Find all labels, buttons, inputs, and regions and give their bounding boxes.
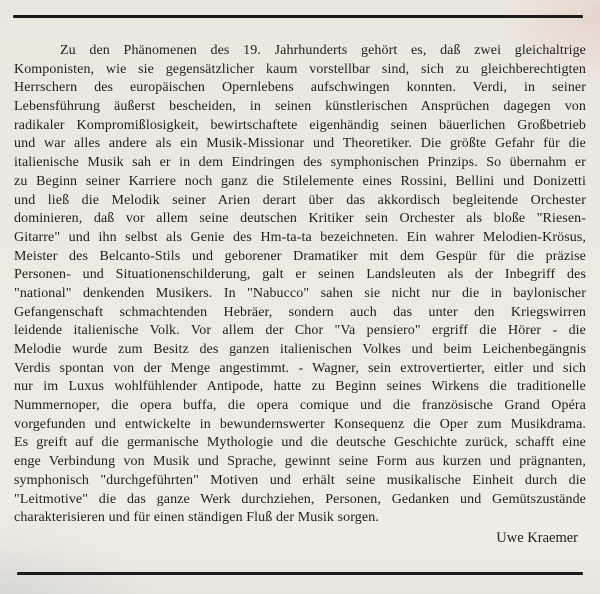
paragraph-line: radikaler Kompromißlosigkeit, bewirtschaftete eigenhändig seinen bäuerlichen Großbetrieb (14, 117, 586, 133)
top-rule (13, 15, 583, 18)
paragraph-line: "Leitmotive" die das ganze Werk durchziehen, Personen, Gedanken und Gemütszustände (14, 491, 586, 507)
paragraph-line: "national" denkenden Musikers. In "Nabucco" sahen sie nicht nur die in baylonischer (14, 285, 586, 301)
paragraph-line: symphonisch "durchgeführten" Motiven und erhält seine musikalische Einheit durch die (14, 472, 586, 488)
paragraph-line: dominieren, daß vor allem seine deutschen Kritiker sein Orchester als bloße "Riesen- (14, 211, 586, 227)
paragraph-line: vorgefunden und entwickelte in bewundernswerter Konsequenz die Oper zum Musikdrama. (14, 416, 586, 432)
paragraph-line: italienische Musik sah er in dem Eindringen des symphonischen Prinzips. So übernahm er (14, 155, 586, 171)
paragraph-line: Nummernoper, die opera buffa, die opera comique und die französische Grand Opéra (14, 398, 586, 414)
paragraph-line: und war alles andere als ein Musik-Missionar und Theoretiker. Die größte Gefahr für die (14, 136, 586, 152)
body-paragraph (14, 42, 586, 528)
paragraph-line: leidende italienische Volk. Vor allem der Chor "Va pensiero" ergriff die Hörer - die (14, 323, 586, 339)
paragraph-line: und ließ die Melodik seiner Arien derart über das akkordisch begleitende Orchester (14, 192, 586, 208)
paragraph-line: zu Beginn seiner Karriere noch ganz die Stilelemente eines Rossini, Bellini und Donizetti (14, 173, 586, 189)
paragraph-line: Herrschern des europäischen Opernlebens aufschwingen konnten. Verdi, in seiner (14, 80, 586, 96)
paragraph-line: Meister des Belcanto-Stils und geborener Dramatiker mit dem Gespür für die präzise (14, 248, 586, 264)
paragraph-line: Lebensführung äußerst bescheiden, in seinen künstlerischen Ansprüchen dagegen von (14, 99, 586, 115)
paragraph-line: charakterisieren und für einen ständigen Fluß der Musik sorgen. (14, 510, 379, 526)
paragraph-line: Gitarre" und ihn selbst als Genie des Hm-ta-ta bezeichneten. Ein wahrer Melodien-Krösus, (14, 229, 586, 245)
paragraph-line: Es greift auf die germanische Mythologie und die deutsche Geschichte zurück, schafft eine (14, 435, 586, 451)
paragraph-line: Gefangenschaft schmachtenden Hebräer, sondern auch das unter den Kriegswirren (14, 304, 586, 320)
paragraph-line: Personen- und Situationenschilderung, galt er seinen Landsleuten als der Inbegriff des (14, 267, 586, 283)
paragraph-line: Verdis spontan von der Menge angestimmt. - Wagner, sein extrovertierter, eitler und sich (14, 360, 586, 376)
paragraph-line: Komponisten, wie sie gegensätzlicher kaum vorstellbar sind, sich zu gleichberechtigten (14, 61, 586, 77)
paragraph-line: nur im Luxus wohlfühlender Antipode, hatte zu Beginn seines Wirkens die traditionelle (14, 379, 586, 395)
paragraph-line: Zu den Phänomenen des 19. Jahrhunderts gehört es, daß zwei gleichaltrige (60, 43, 586, 58)
paragraph-line: enge Verbindung von Musik und Sprache, gewinnt seine Form aus kurzen und prägnanten, (14, 454, 586, 470)
bottom-rule (17, 572, 583, 575)
paragraph-line: Melodie wurde zum Besitz des ganzen italienischen Volkes und beim Leichenbegängnis (14, 342, 586, 357)
author-signature: Uwe Kraemer (496, 530, 578, 546)
